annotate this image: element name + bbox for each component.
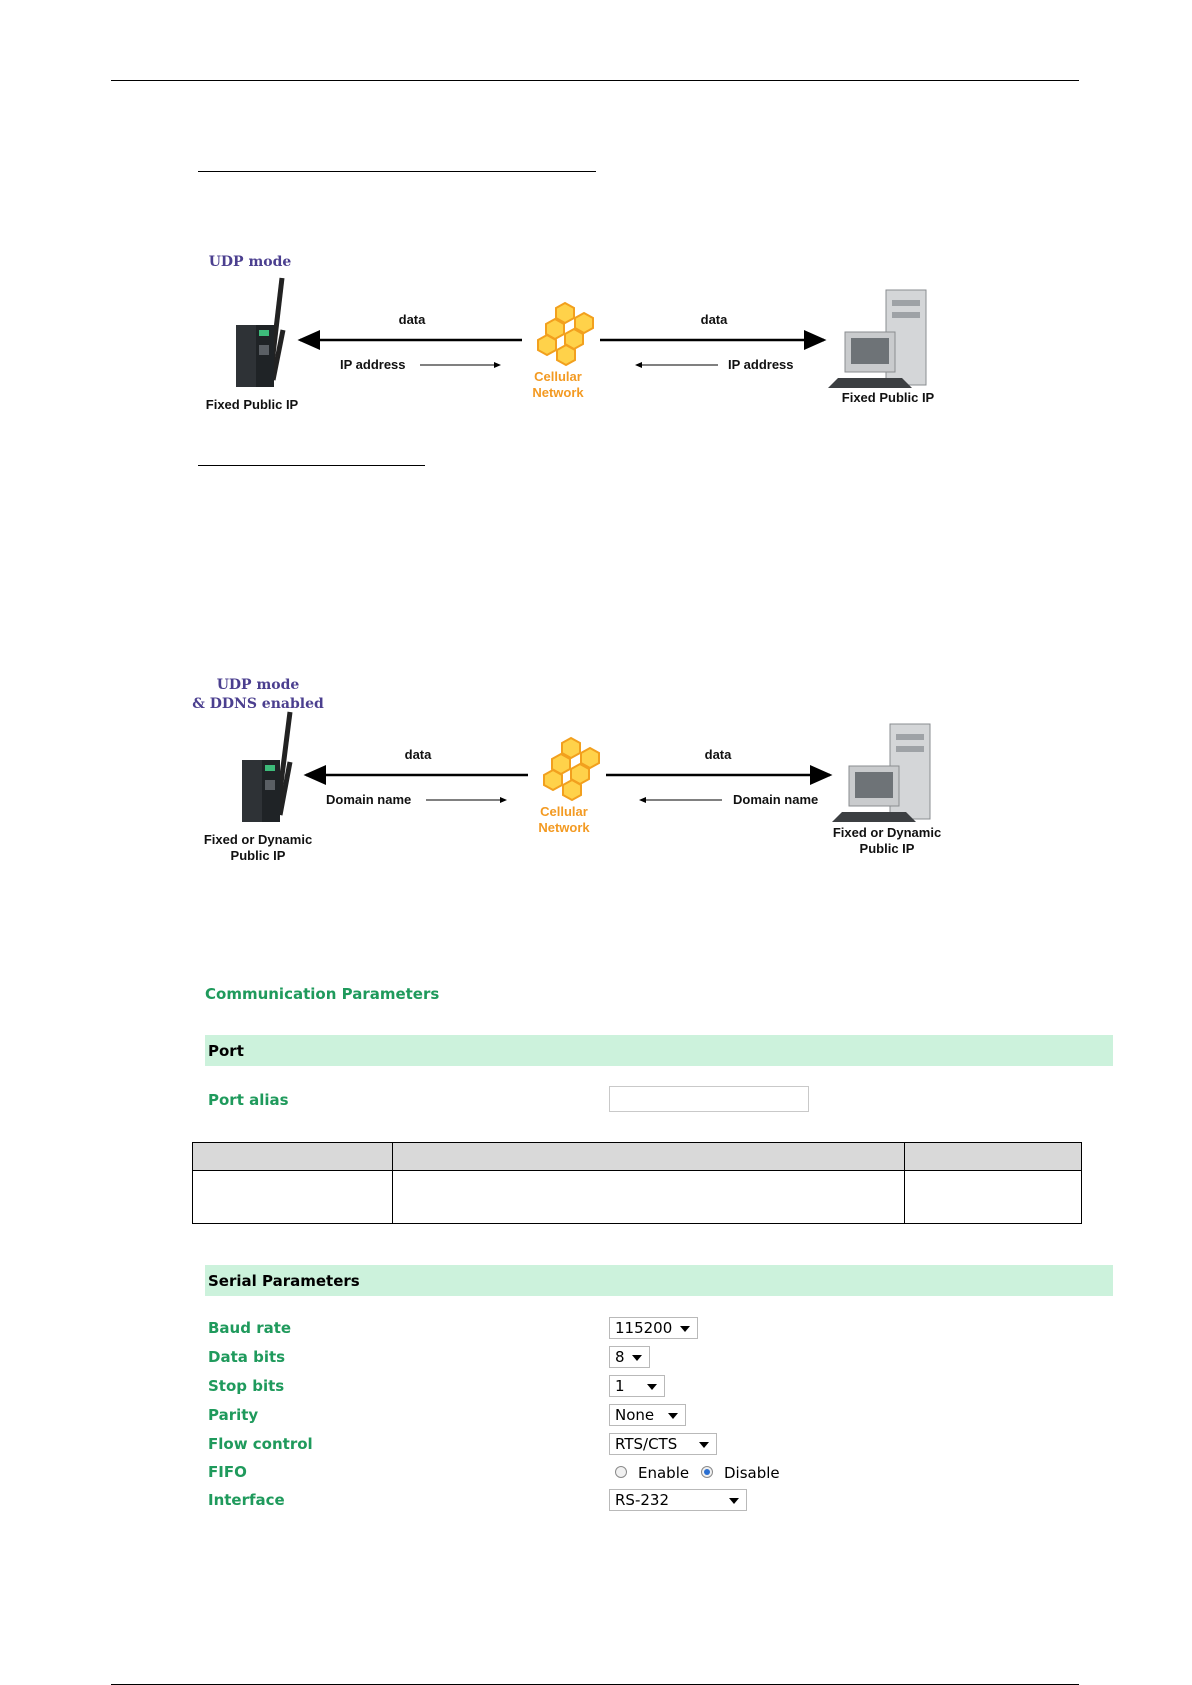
interface-select[interactable] <box>609 1489 747 1511</box>
chevron-down-icon <box>729 1498 739 1504</box>
cellular-network-label-2 <box>538 804 589 836</box>
interface-label: Interface <box>208 1491 285 1509</box>
stop-bits-label: Stop bits <box>208 1377 285 1395</box>
stop-bits-value: 1 <box>615 1377 625 1395</box>
table-header-cell <box>905 1143 1082 1171</box>
cellular-network-icon-2 <box>544 738 599 800</box>
chevron-down-icon <box>647 1384 657 1390</box>
left-caption-line-2: Public IP <box>230 848 286 863</box>
right-caption-line-1: Fixed or Dynamic <box>832 825 942 840</box>
ip-address-label-right: IP address <box>728 357 794 372</box>
serial-parameters-bar <box>205 1265 1113 1296</box>
flow-control-value: RTS/CTS <box>615 1435 678 1453</box>
ip-address-label-left: IP address <box>340 357 406 372</box>
cellular-line-1: Cellular <box>534 369 582 384</box>
table-header-row <box>193 1143 1082 1171</box>
udp-mode-label: UDP mode <box>208 254 292 270</box>
table-cell <box>193 1171 393 1224</box>
chevron-down-icon <box>680 1326 690 1332</box>
fifo-label: FIFO <box>208 1463 247 1481</box>
baud-rate-label: Baud rate <box>208 1319 292 1337</box>
mode-line-2: & DDNS enabled <box>192 696 324 712</box>
data-label-left-2: data <box>404 747 432 762</box>
fifo-disable-radio[interactable] <box>701 1466 713 1478</box>
interface-value: RS-232 <box>615 1491 669 1509</box>
port-alias-input[interactable] <box>609 1086 809 1112</box>
data-label-right-2: data <box>704 747 732 762</box>
table-header-cell <box>193 1143 393 1171</box>
flow-control-label: Flow control <box>208 1435 313 1453</box>
table-cell <box>392 1171 904 1224</box>
domain-name-label-left: Domain name <box>326 792 412 807</box>
server-computer-icon-2 <box>832 724 930 822</box>
left-device-caption-2 <box>204 832 312 864</box>
data-bits-select[interactable] <box>609 1346 650 1368</box>
table-header-cell <box>392 1143 904 1171</box>
cellular-line-1: Cellular <box>540 804 588 819</box>
data-label-right: data <box>700 312 728 327</box>
right-device-caption: Fixed Public IP <box>841 390 935 405</box>
communication-parameters-title: Communication Parameters <box>205 985 440 1003</box>
parameter-table <box>192 1142 1082 1224</box>
parity-value: None <box>615 1406 655 1424</box>
ddns-mode-label <box>192 676 324 714</box>
data-bits-label: Data bits <box>208 1348 286 1366</box>
chevron-down-icon <box>699 1442 709 1448</box>
left-device-caption: Fixed Public IP <box>205 397 299 412</box>
port-section-label: Port <box>208 1042 244 1060</box>
data-label-left: data <box>398 312 426 327</box>
baud-rate-select[interactable] <box>609 1317 698 1339</box>
parity-select[interactable] <box>609 1404 686 1426</box>
fifo-disable-label: Disable <box>724 1464 780 1482</box>
parity-label: Parity <box>208 1406 259 1424</box>
domain-name-label-right: Domain name <box>733 792 819 807</box>
serial-parameters-label: Serial Parameters <box>208 1272 360 1290</box>
left-caption-line-1: Fixed or Dynamic <box>203 832 313 847</box>
chevron-down-icon <box>668 1413 678 1419</box>
stop-bits-select[interactable] <box>609 1375 665 1397</box>
baud-rate-value: 115200 <box>615 1319 673 1337</box>
port-section-bar <box>205 1035 1113 1066</box>
data-bits-value: 8 <box>615 1348 625 1366</box>
right-caption-line-2: Public IP <box>859 841 915 856</box>
port-alias-label: Port alias <box>208 1091 289 1109</box>
flow-control-select[interactable] <box>609 1433 717 1455</box>
fifo-enable-radio[interactable] <box>615 1466 627 1478</box>
right-device-caption-2 <box>833 825 941 857</box>
table-row <box>193 1171 1082 1224</box>
cellular-line-2: Network <box>532 385 584 400</box>
mode-line-1: UDP mode <box>216 677 300 693</box>
chevron-down-icon <box>632 1355 642 1361</box>
fifo-enable-label: Enable <box>638 1464 690 1482</box>
table-cell <box>905 1171 1082 1224</box>
cellular-line-2: Network <box>538 820 590 835</box>
gateway-device-icon-2 <box>242 712 290 822</box>
